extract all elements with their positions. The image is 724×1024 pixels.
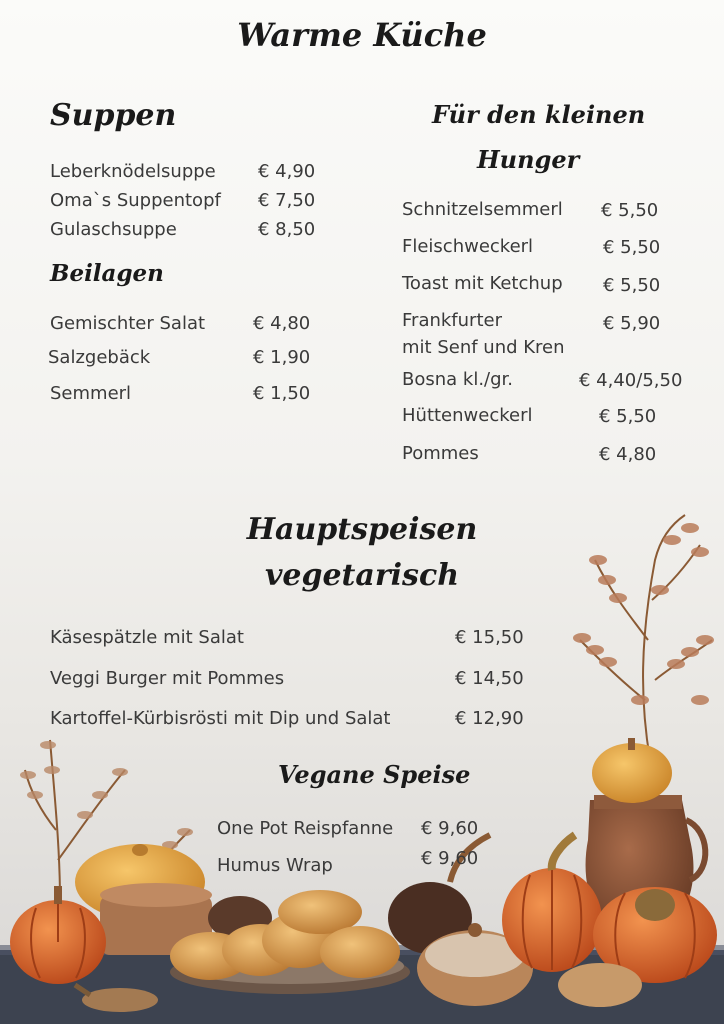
haupt-heading-line2: vegetarisch — [264, 558, 460, 593]
list-item-sub: mit Senf und Kren — [402, 337, 565, 358]
page-title: Warme Küche — [237, 16, 487, 54]
vegan-heading: Vegane Speise — [278, 760, 471, 789]
item-price: € 4,40/5,50 — [579, 370, 683, 391]
list-item: Oma`s Suppentopf — [50, 190, 221, 211]
item-price: € 1,50 — [253, 383, 311, 404]
item-price: € 5,50 — [601, 200, 659, 221]
item-price: € 12,90 — [455, 708, 524, 729]
item-price: € 9,60 — [421, 848, 479, 869]
item-price: € 4,80 — [599, 444, 657, 465]
pumpkin-yellow — [592, 738, 672, 803]
list-item: Leberknödelsuppe — [50, 161, 216, 182]
list-item: One Pot Reispfanne — [217, 818, 394, 839]
list-item: Fleischweckerl — [402, 236, 534, 257]
item-price: € 5,90 — [603, 313, 661, 334]
list-item: Schnitzelsemmerl — [402, 199, 563, 220]
list-item: Bosna kl./gr. — [402, 369, 514, 390]
list-item: Veggi Burger mit Pommes — [50, 668, 285, 689]
list-item: Salzgebäck — [48, 347, 151, 368]
item-price: € 4,90 — [258, 161, 316, 182]
list-item: Semmerl — [50, 383, 132, 404]
item-price: € 5,50 — [599, 406, 657, 427]
list-item: Käsespätzle mit Salat — [50, 627, 244, 648]
list-item: Gulaschsuppe — [50, 219, 177, 240]
list-item: Humus Wrap — [217, 855, 333, 876]
item-price: € 14,50 — [455, 668, 524, 689]
list-item: Pommes — [402, 443, 479, 464]
beilagen-heading: Beilagen — [50, 260, 164, 287]
item-price: € 5,50 — [603, 237, 661, 258]
list-item: Toast mit Ketchup — [402, 273, 563, 294]
item-price: € 4,80 — [253, 313, 311, 334]
list-item: Kartoffel-Kürbisrösti mit Dip und Salat — [50, 708, 391, 729]
hunger-heading-line1: Für den kleinen — [432, 100, 646, 129]
suppen-heading: Suppen — [50, 98, 177, 133]
list-item: Frankfurter — [402, 310, 502, 331]
list-item: Hüttenweckerl — [402, 405, 533, 426]
item-price: € 15,50 — [455, 627, 524, 648]
list-item: Gemischter Salat — [50, 313, 206, 334]
item-price: € 8,50 — [258, 219, 316, 240]
hunger-heading-line2: Hunger — [477, 145, 580, 174]
item-price: € 1,90 — [253, 347, 311, 368]
haupt-heading-line1: Hauptspeisen — [246, 512, 478, 547]
item-price: € 5,50 — [603, 275, 661, 296]
item-price: € 9,60 — [421, 818, 479, 839]
item-price: € 7,50 — [258, 190, 316, 211]
